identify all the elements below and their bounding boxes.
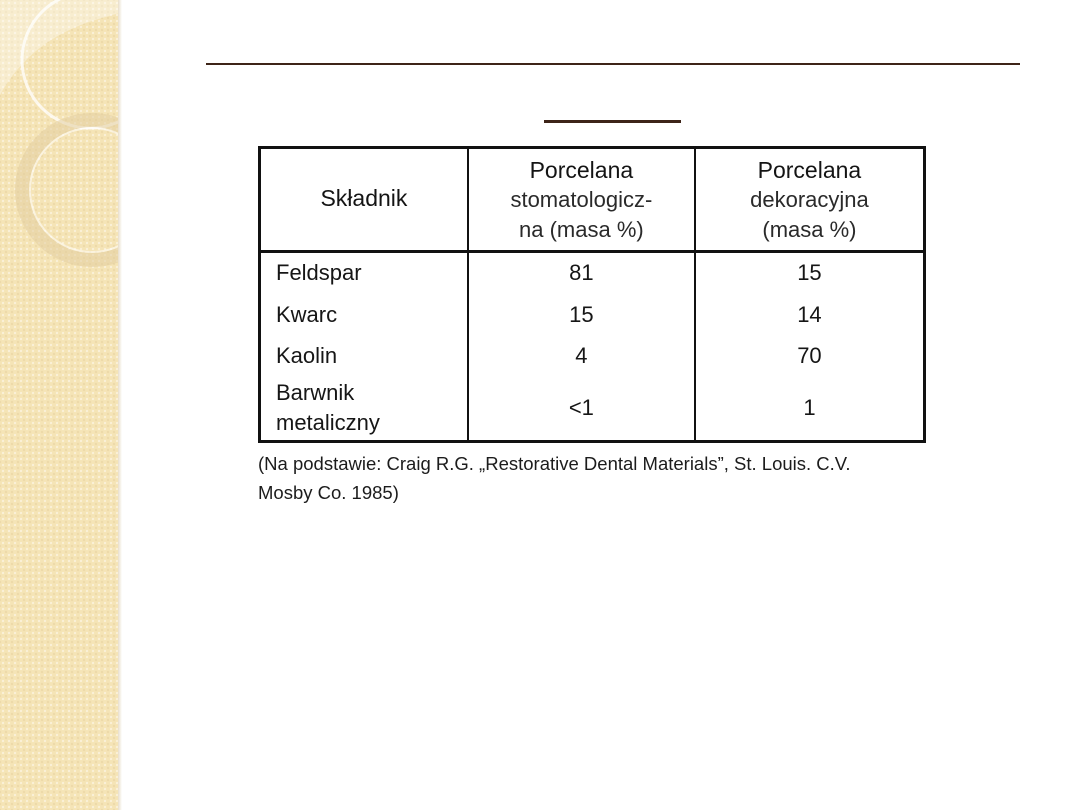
header-decorative-title: Porcelana: [757, 156, 862, 183]
cell-value: 15: [569, 301, 594, 327]
row-dental-value: [468, 376, 695, 442]
scanned-table-figure: [258, 146, 928, 507]
row-name-line-1: Barwnik: [276, 379, 355, 405]
row-dental-value: [468, 252, 695, 294]
row-component-name: [260, 376, 468, 442]
row-component-name: Kaolin: [260, 336, 468, 376]
side-band-edge: [118, 0, 122, 810]
header-decorative-porcelain: [695, 148, 925, 252]
header-dental-sub-2: na (masa %): [519, 216, 644, 242]
header-component-label: Składnik: [320, 184, 408, 211]
row-component-name: Kwarc: [260, 294, 468, 336]
cell-value: 14: [797, 301, 822, 327]
cell-value: <1: [568, 394, 594, 420]
decorative-rings-icon: [0, 0, 118, 330]
table-header-row: [260, 148, 925, 252]
table-row: [260, 252, 925, 294]
header-decorative-sub-1: dekoracyjna: [750, 186, 869, 212]
cell-value: 15: [797, 260, 822, 286]
title-underline: [544, 120, 681, 123]
row-decorative-value: [695, 336, 925, 376]
cell-value: 1: [803, 394, 816, 420]
table-row: [260, 376, 925, 442]
cell-value: 4: [575, 342, 588, 368]
row-component-name: Feldspar: [260, 252, 468, 294]
row-decorative-value: [695, 294, 925, 336]
cell-value: 70: [797, 342, 822, 368]
composition-table: [258, 146, 926, 443]
source-citation: [258, 449, 938, 507]
row-decorative-value: [695, 252, 925, 294]
source-line-2: Mosby Co. 1985): [258, 482, 399, 503]
decorative-side-band: [0, 0, 118, 810]
header-dental-title: Porcelana: [529, 156, 634, 183]
cell-value: 81: [569, 260, 594, 286]
title-rule: [206, 63, 1020, 65]
table-row: [260, 336, 925, 376]
table-row: [260, 294, 925, 336]
row-dental-value: [468, 294, 695, 336]
header-dental-porcelain: [468, 148, 695, 252]
row-decorative-value: [695, 376, 925, 442]
header-component: [260, 148, 468, 252]
row-name-line-2: metaliczny: [276, 409, 380, 435]
source-line-1: (Na podstawie: Craig R.G. „Restorative Dental Materials”, St. Louis. C.V.: [258, 453, 851, 474]
header-decorative-sub-2: (masa %): [762, 216, 857, 242]
row-dental-value: [468, 336, 695, 376]
header-dental-sub-1: stomatologicz-: [510, 186, 653, 212]
